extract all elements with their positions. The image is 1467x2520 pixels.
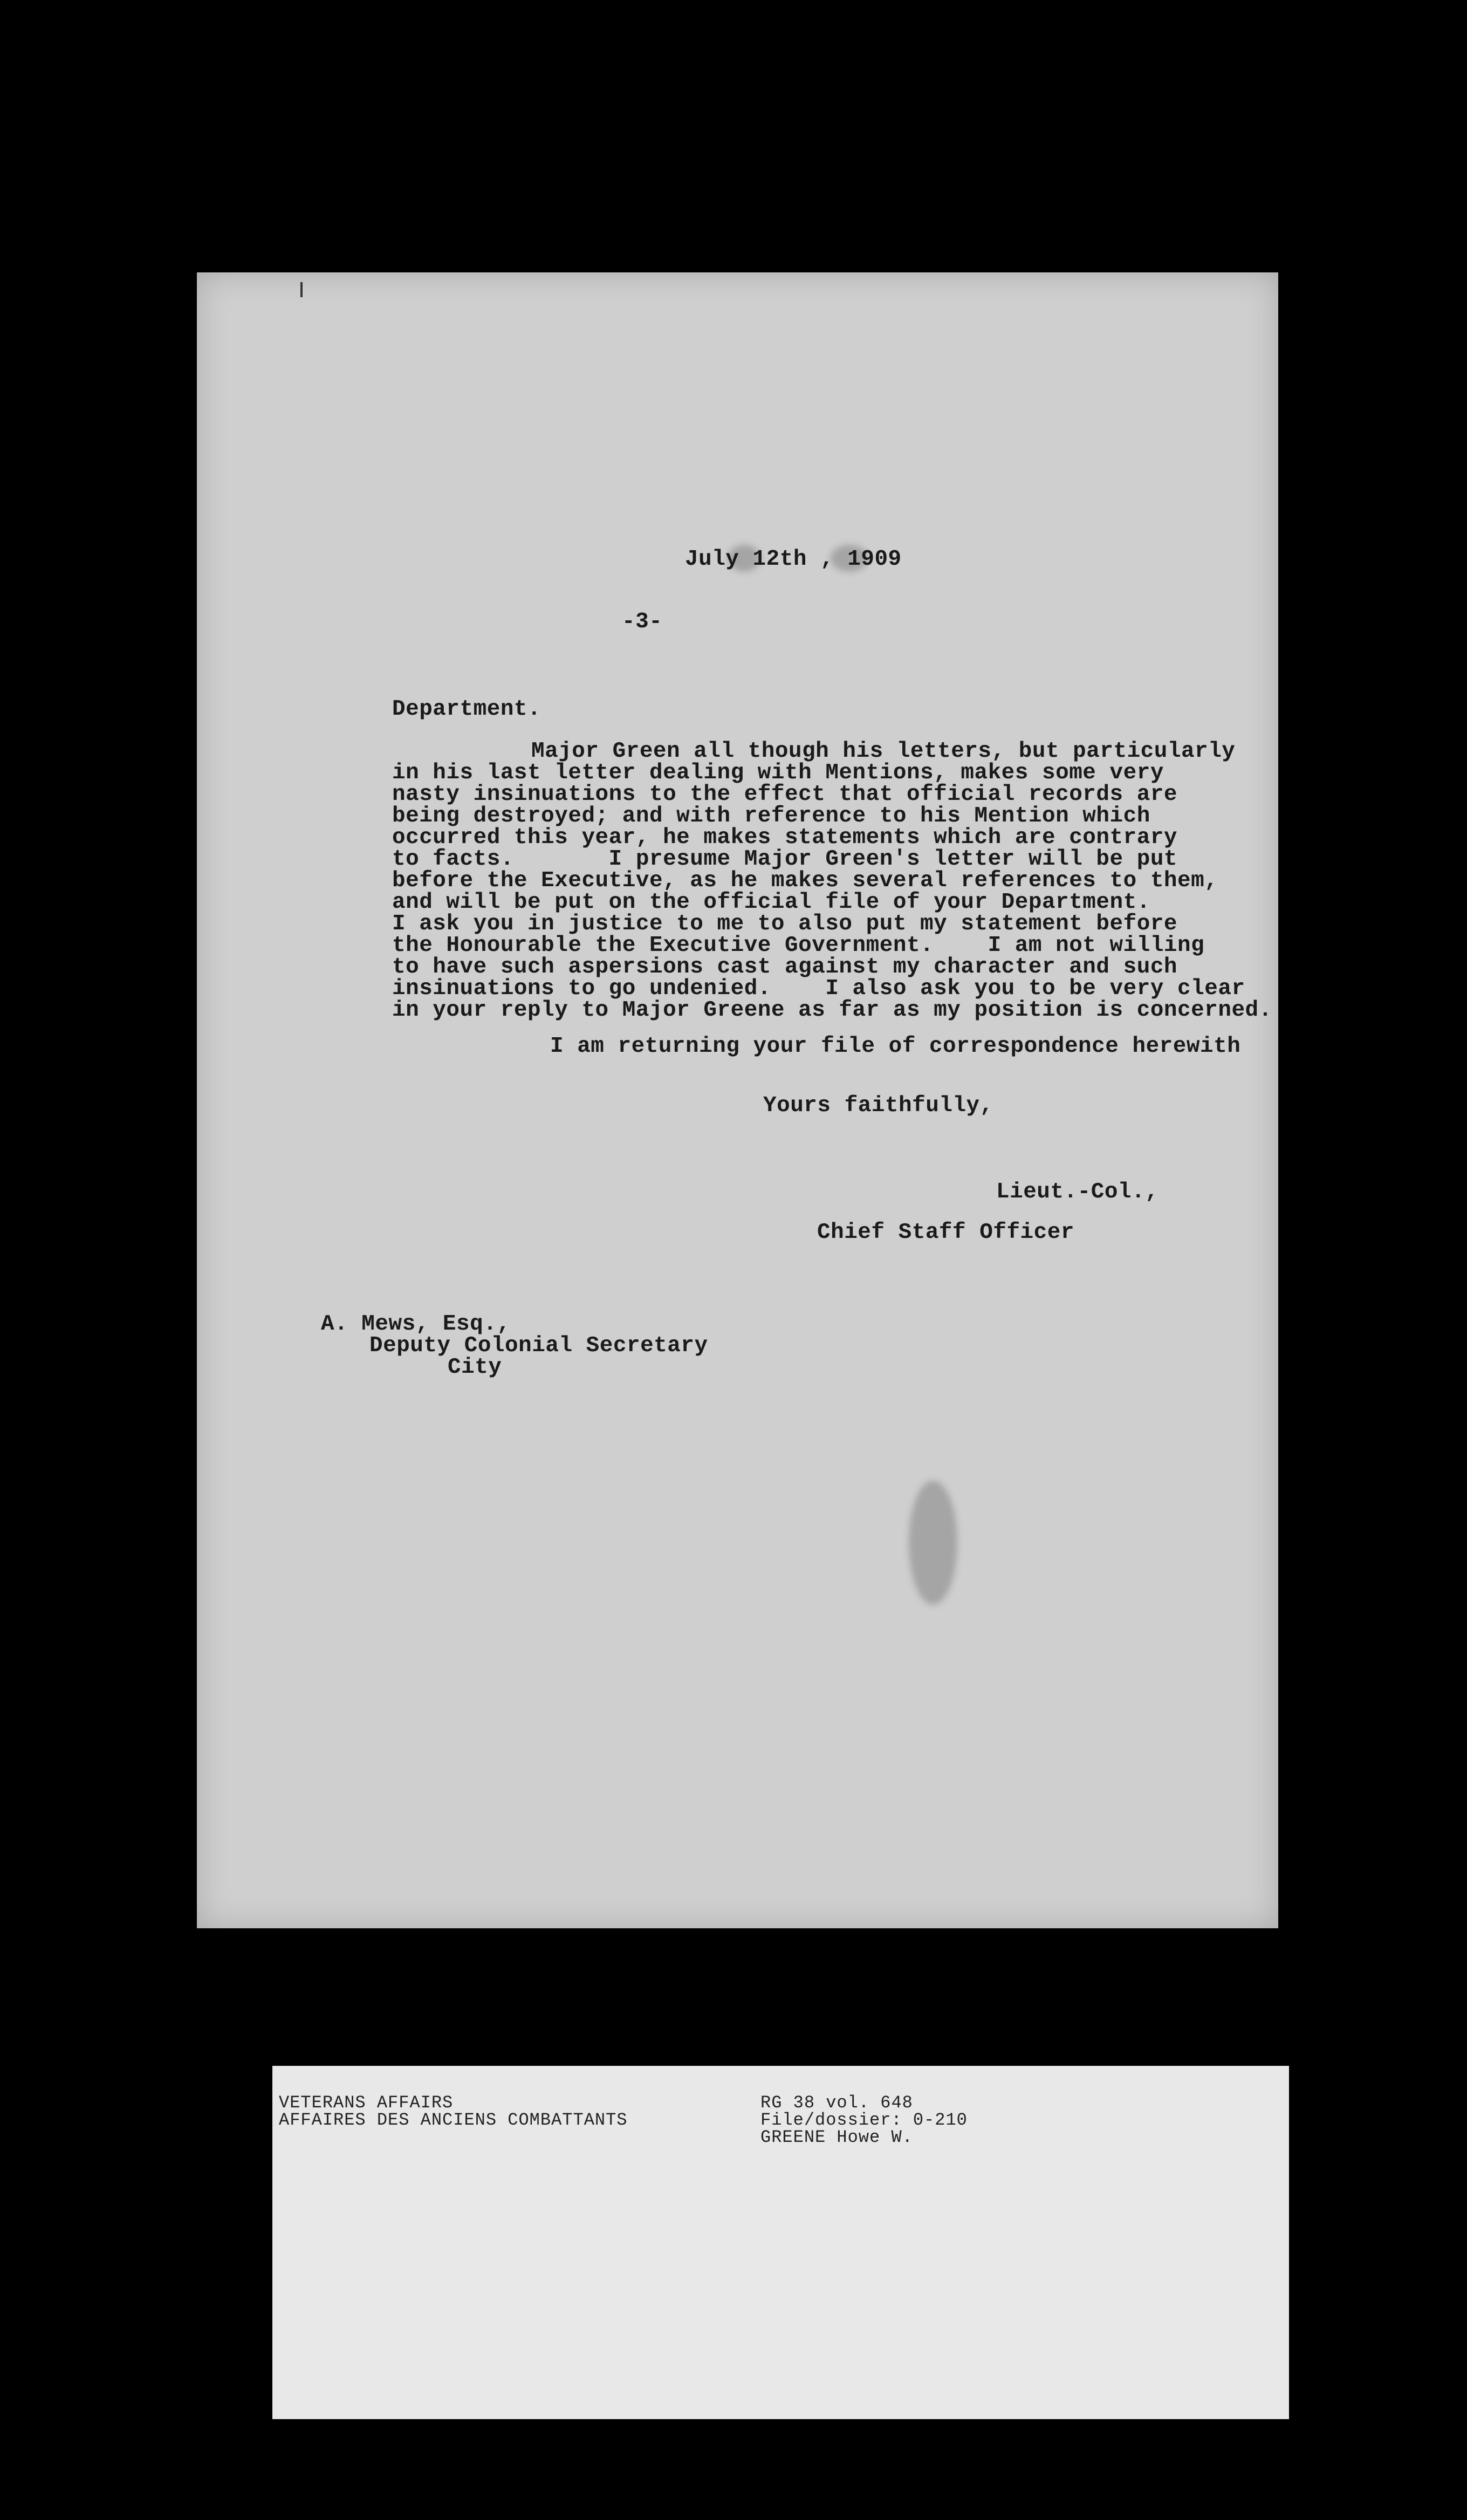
body-line: occurred this year, he makes statements which are contrary (392, 825, 1178, 850)
body-line: nasty insinuations to the effect that official records are (392, 782, 1178, 807)
archive-reference: RG 38 vol. 648 (760, 2093, 913, 2113)
body-line: in his last letter dealing with Mentions, makes some very (392, 761, 1164, 785)
body-line: to facts. I presume Major Green's letter will be put (392, 847, 1178, 872)
archive-dept-en: VETERANS AFFAIRS (279, 2093, 454, 2113)
recipient-name: A. Mews, Esq., (321, 1312, 511, 1337)
body-line: insinuations to go undenied. I also ask you to be very clear (392, 976, 1245, 1001)
ink-smudge (909, 1481, 957, 1605)
archive-subject-name: GREENE Howe W. (760, 2127, 913, 2147)
signatory-rank: Lieut.-Col., (996, 1180, 1159, 1204)
body-line: being destroyed; and with reference to his Mention which (392, 804, 1150, 828)
recipient-title: Deputy Colonial Secretary (369, 1333, 708, 1358)
recipient-place: City (448, 1355, 502, 1380)
body-line: the Honourable the Executive Government. I am not willing (392, 933, 1205, 958)
body-line: and will be put on the official file of your Department. (392, 890, 1150, 915)
signatory-position: Chief Staff Officer (817, 1220, 1074, 1245)
letter-sheet (197, 272, 1278, 1928)
valediction: Yours faithfully, (763, 1093, 993, 1118)
letter-date: July 12th , 1909 (685, 547, 902, 572)
department-heading: Department. (392, 697, 541, 722)
body-line: before the Executive, as he makes several references to them, (392, 868, 1218, 893)
body-line: in your reply to Major Greene as far as my position is concerned. (392, 998, 1272, 1023)
paper-mark (300, 282, 303, 297)
archive-label (272, 2066, 1289, 2419)
archive-file-number: File/dossier: 0-210 (760, 2110, 968, 2130)
page-number: -3- (622, 610, 663, 634)
archive-dept-fr: AFFAIRES DES ANCIENS COMBATTANTS (279, 2110, 628, 2130)
body-line: Major Green all though his letters, but particularly (531, 739, 1236, 764)
closing-line: I am returning your file of correspondence herewith (550, 1034, 1241, 1059)
body-line: to have such aspersions cast against my character and such (392, 955, 1178, 980)
body-line: I ask you in justice to me to also put my statement before (392, 912, 1178, 936)
